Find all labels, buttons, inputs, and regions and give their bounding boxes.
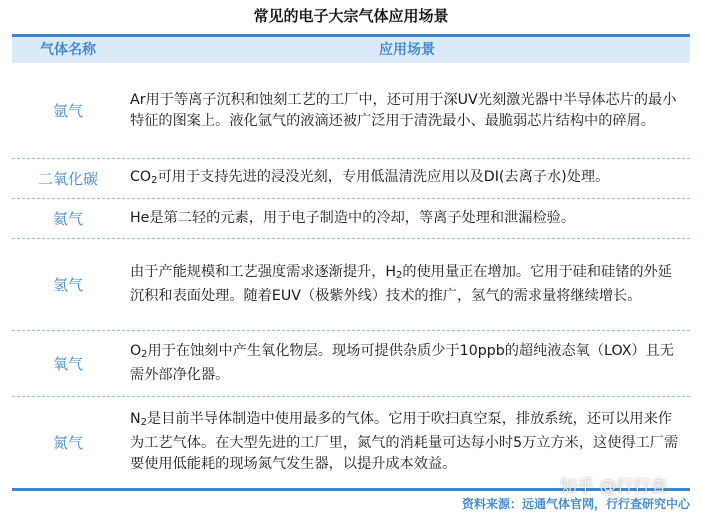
application-text: 是目前半导体制造中使用最多的气体。它用于吹扫真空泵，排放系统，还可以用来作为工艺气体。在大型先进的工厂里，氮气的消耗量可达每小时5万立方米，这使得工厂需要使用低能耗的现场氮气发生器，以提升成本效益。	[130, 411, 679, 472]
table-row	[12, 199, 690, 239]
application-text: 可用于支持先进的浸没光刻，专用低温清洗应用以及DI(去离子水)处理。	[157, 168, 610, 185]
application-cell	[130, 331, 686, 396]
application-text: 的使用量正在增加。它用于硅和硅锗的外延沉积和表面处理。随着EUV（极紫外线）技术的推广，氢气的需求量将继续增长。	[130, 264, 672, 304]
gas-name-cell: 二氧化碳	[37, 170, 98, 188]
column-header-gas-name: 气体名称	[40, 42, 96, 58]
application-text: 用于在蚀刻中产生氧化物层。现场可提供杂质少于10ppb的超纯液态氧（LOX）且无需外部净化器。	[130, 343, 674, 383]
gas-name-cell: 氮气	[52, 433, 83, 452]
gas-name-cell: 氢气	[52, 276, 83, 294]
application-cell	[130, 63, 686, 158]
table-row	[12, 331, 690, 397]
subscript: 2	[151, 174, 158, 186]
subscript: 2	[396, 270, 403, 281]
table-row	[12, 63, 690, 159]
application-cell	[130, 239, 686, 330]
column-header-application: 应用场景	[379, 42, 435, 58]
application-text: Ar用于等离子沉积和蚀刻工艺的工厂中，还可用于深UV光刻激光器中半导体芯片的最小特征的图案上。液化氩气的液滴还被广泛用于清洗最小、最脆弱芯片结构中的碎屑。	[130, 91, 677, 129]
source-note: 资料来源：远通气体官网，行行查研究中心	[461, 497, 690, 511]
gas-name-cell: 氦气	[52, 210, 83, 228]
table-row	[12, 159, 690, 199]
subscript: 2	[141, 349, 148, 360]
table-row	[12, 239, 690, 331]
gas-name-cell: 氧气	[52, 355, 83, 373]
subscript: 2	[140, 417, 147, 428]
application-text: N	[130, 411, 141, 427]
application-cell	[130, 199, 686, 238]
application-text: O	[130, 343, 142, 359]
table-header	[12, 37, 690, 63]
application-cell	[130, 159, 686, 198]
application-text: 由于产能规模和工艺强度需求逐渐提升，H	[130, 264, 397, 280]
zhihu-watermark: 知乎 @行行查	[560, 477, 668, 497]
application-text: CO	[130, 168, 152, 185]
application-text: He是第二轻的元素，用于电子制造中的冷却，等离子处理和泄漏检验。	[130, 210, 576, 226]
page-title: 常见的电子大宗气体应用场景	[253, 7, 449, 25]
gas-name-cell: 氩气	[52, 102, 83, 120]
